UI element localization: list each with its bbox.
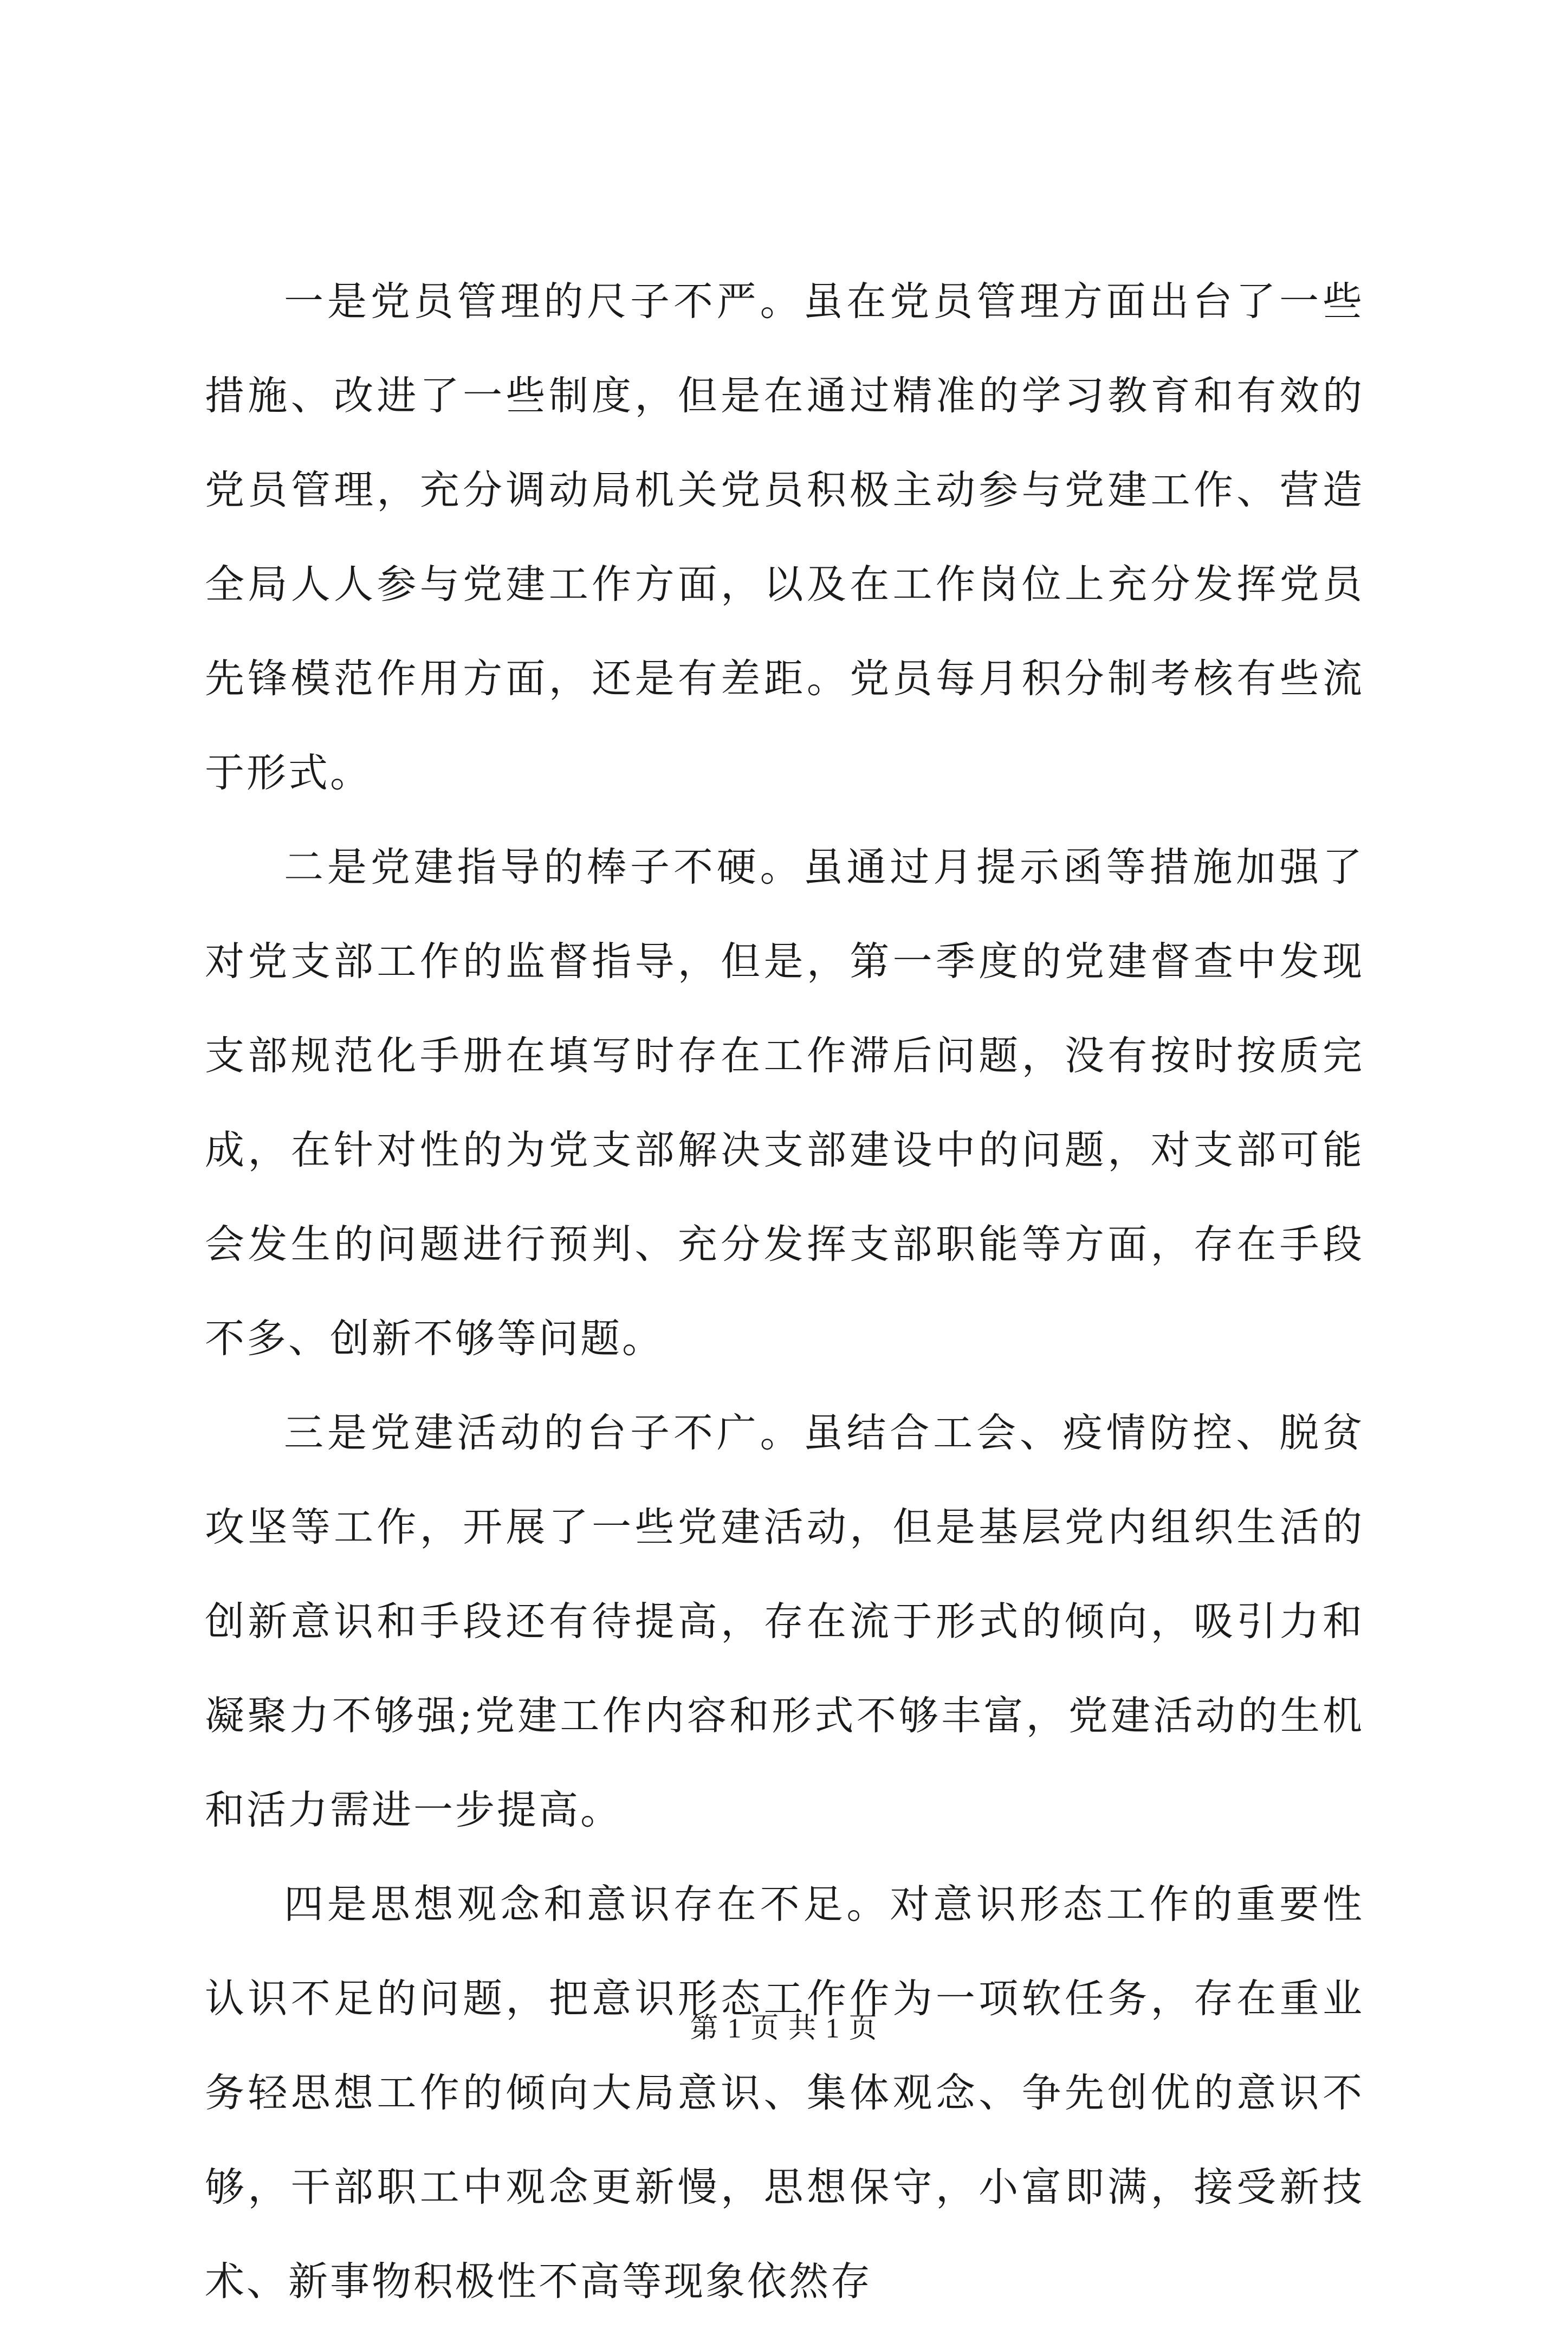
paragraph-4: 四是思想观念和意识存在不足。对意识形态工作的重要性认识不足的问题，把意识形态工作作为一项软任务，存在重业务轻思想工作的倾向大局意识、集体观念、争先创优的意识不够，干部职工中观念更新慢，思想保守，小富即满，接受新技术、新事物积极性不高等现象依然存 <box>205 1881 1364 2305</box>
paragraph-1: 一是党员管理的尺子不严。虽在党员管理方面出台了一些措施、改进了一些制度，但是在通过精准的学习教育和有效的党员管理，充分调动局机关党员积极主动参与党建工作、营造全局人人参与党建工作方面，以及在工作岗位上充分发挥党员先锋模范作用方面，还是有差距。党员每月积分制考核有些流于形式。 <box>205 279 1364 796</box>
paragraph-3: 三是党建活动的台子不广。虽结合工会、疫情防控、脱贫攻坚等工作，开展了一些党建活动，但是基层党内组织生活的创新意识和手段还有待提高，存在流于形式的倾向，吸引力和凝聚力不够强;党建工作内容和形式不够丰富，党建活动的生机和活力需进一步提高。 <box>205 1410 1364 1833</box>
page-footer: 第 1 页 共 1 页 <box>690 2013 878 2044</box>
paragraph-2: 二是党建指导的棒子不硬。虽通过月提示函等措施加强了对党支部工作的监督指导，但是，第一季度的党建督查中发现支部规范化手册在填写时存在工作滞后问题，没有按时按质完成，在针对性的为党支部解决支部建设中的问题，对支部可能会发生的问题进行预判、充分发挥支部职能等方面，存在手段不多、创新不够等问题。 <box>205 844 1364 1362</box>
